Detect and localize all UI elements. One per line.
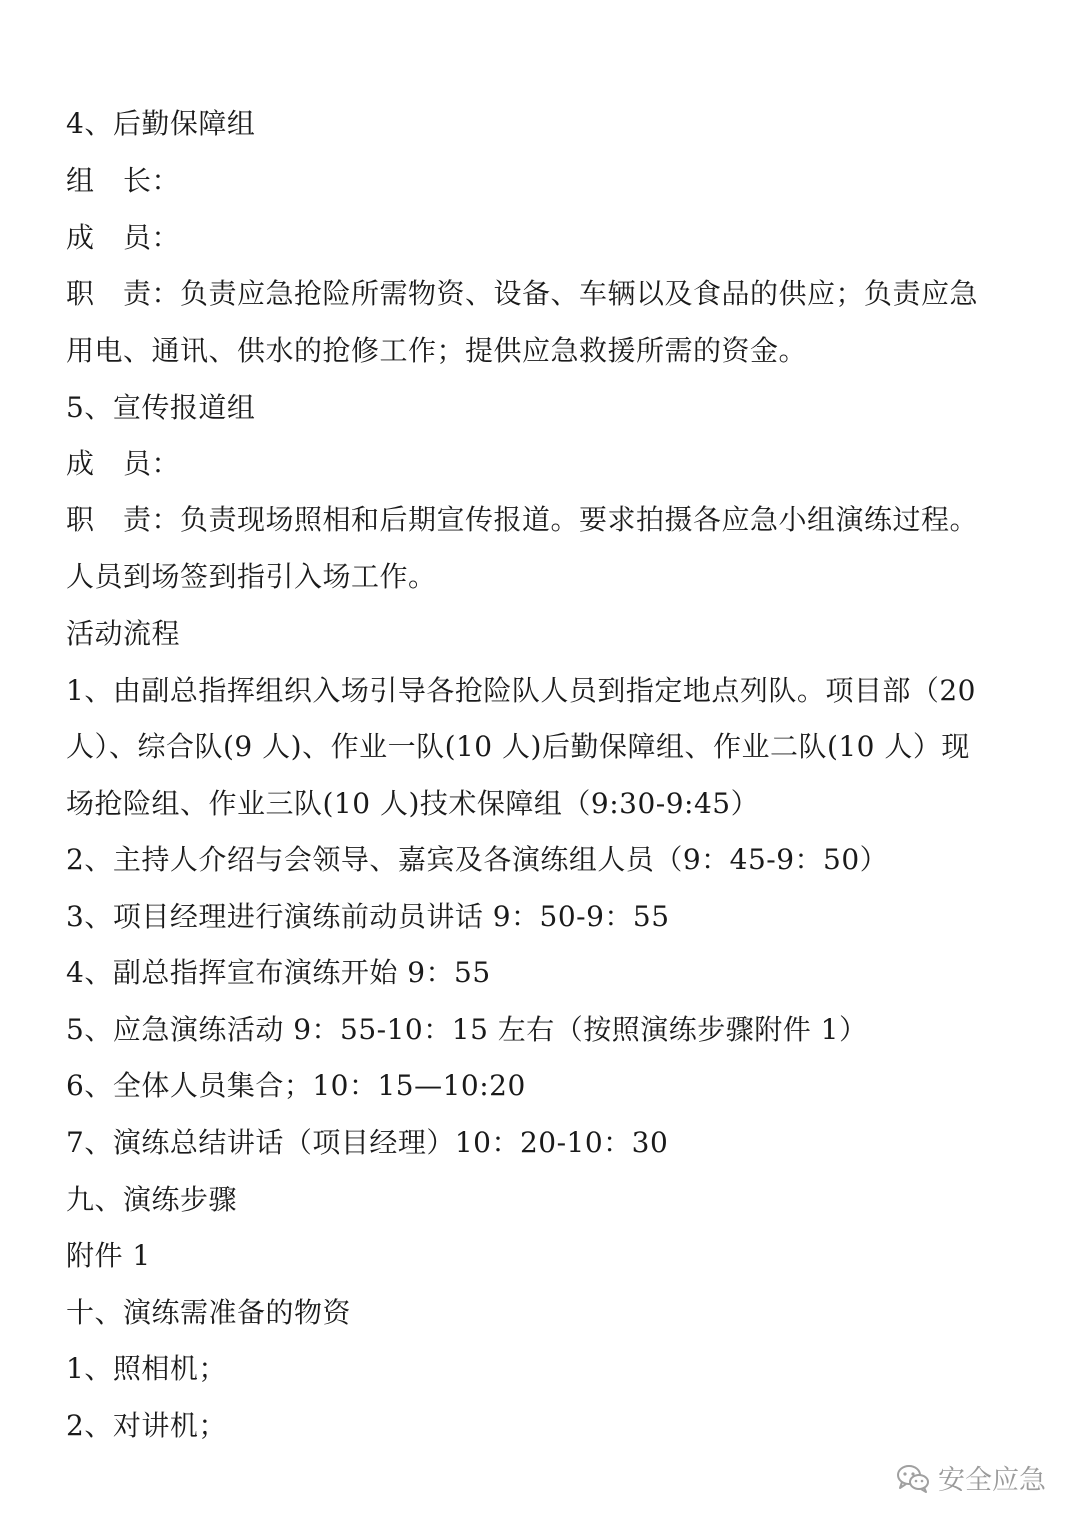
section-heading-publicity: 5、宣传报道组 bbox=[66, 391, 256, 424]
list-item-step-2: 2、主持人介绍与会领导、嘉宾及各演练组人员（9：45-9：50） bbox=[66, 843, 889, 876]
section-heading-drill-steps: 九、演练步骤 bbox=[66, 1183, 238, 1216]
field-duties: 职 责：负责应急抢险所需物资、设备、车辆以及食品的供应；负责应急 bbox=[66, 277, 979, 310]
list-item-step-1: 1、由副总指挥组织入场引导各抢险队人员到指定地点列队。项目部（20 bbox=[66, 674, 976, 707]
field-duties-continued: 用电、通讯、供水的抢修工作；提供应急救援所需的资金。 bbox=[66, 334, 808, 367]
attachment-reference: 附件 1 bbox=[66, 1239, 151, 1272]
list-item-material-1: 1、照相机； bbox=[66, 1352, 227, 1385]
watermark bbox=[896, 1458, 1046, 1497]
field-members: 成 员： bbox=[66, 447, 181, 480]
list-item-step-1-continued: 人）、综合队(9 人)、作业一队(10 人)后勤保障组、作业二队(10 人）现 bbox=[66, 730, 970, 763]
field-group-leader: 组 长： bbox=[66, 164, 181, 197]
list-item-step-1-continued: 场抢险组、作业三队(10 人)技术保障组（9:30-9:45） bbox=[66, 787, 760, 820]
list-item-step-3: 3、项目经理进行演练前动员讲话 9：50-9：55 bbox=[66, 900, 670, 933]
list-item-step-4: 4、副总指挥宣布演练开始 9：55 bbox=[66, 956, 491, 989]
section-heading-activity-flow: 活动流程 bbox=[66, 617, 181, 650]
wechat-icon bbox=[896, 1463, 930, 1493]
list-item-step-5: 5、应急演练活动 9：55-10：15 左右（按照演练步骤附件 1） bbox=[66, 1013, 868, 1046]
list-item-step-6: 6、全体人员集合；10：15—10:20 bbox=[66, 1069, 526, 1102]
watermark-text: 安全应急 bbox=[938, 1465, 1046, 1496]
list-item-material-2: 2、对讲机； bbox=[66, 1409, 227, 1442]
paragraph-line: 人员到场签到指引入场工作。 bbox=[66, 560, 437, 593]
section-heading-materials: 十、演练需准备的物资 bbox=[66, 1296, 352, 1329]
section-heading-logistics: 4、后勤保障组 bbox=[66, 107, 256, 140]
field-duties: 职 责：负责现场照相和后期宣传报道。要求拍摄各应急小组演练过程。 bbox=[66, 503, 979, 536]
field-members: 成 员： bbox=[66, 221, 181, 254]
list-item-step-7: 7、演练总结讲话（项目经理）10：20-10：30 bbox=[66, 1126, 669, 1159]
